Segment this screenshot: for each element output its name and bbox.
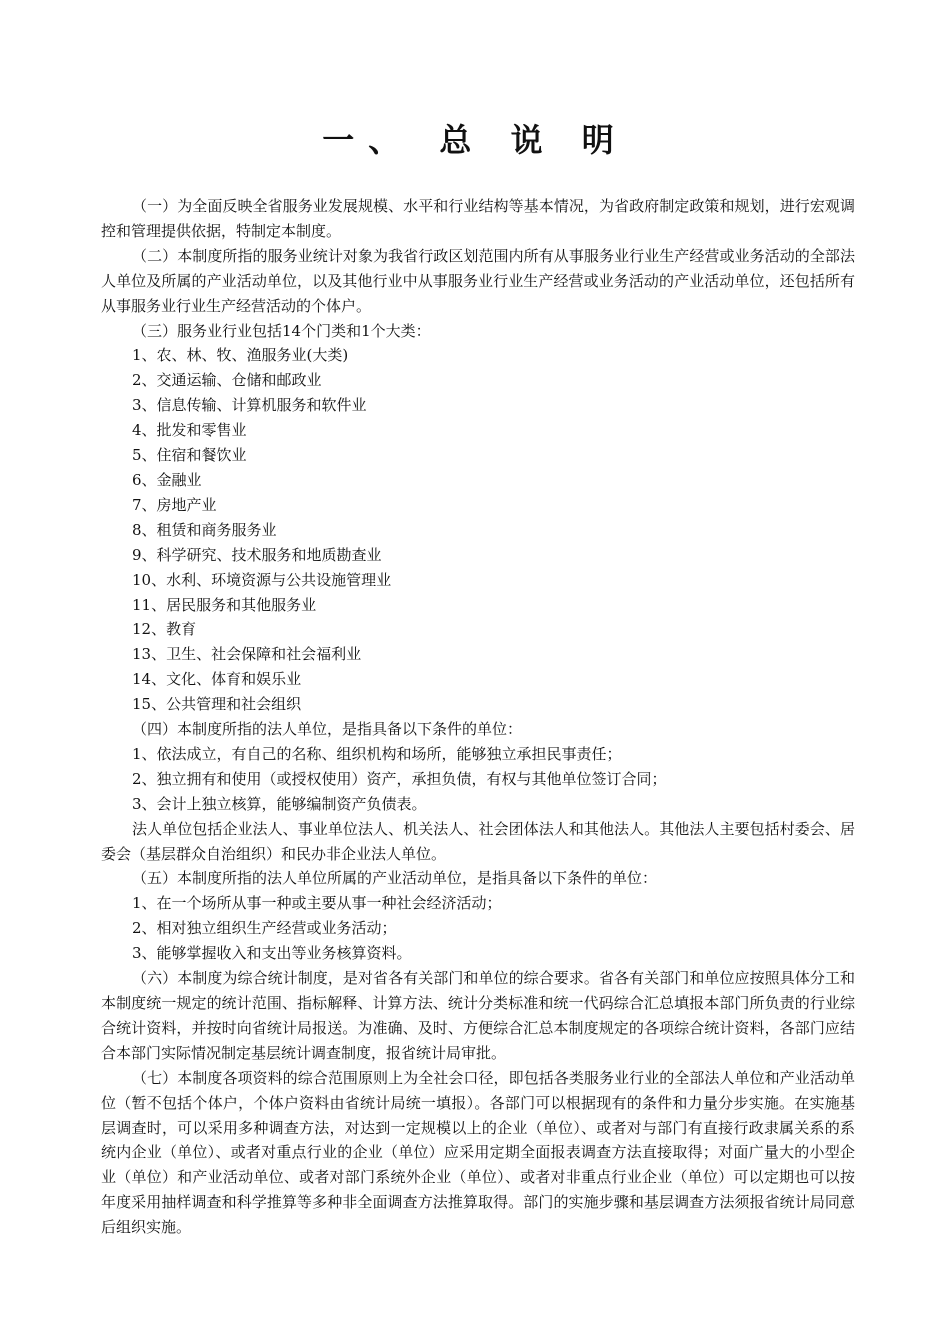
industry-item-13: 13、卫生、社会保障和社会福利业 xyxy=(132,645,362,664)
industry-item-15: 15、公共管理和社会组织 xyxy=(132,695,302,714)
industry-item-9: 9、科学研究、技术服务和地质勘查业 xyxy=(132,545,382,564)
paragraph-4: （四）本制度所指的法人单位，是指具备以下条件的单位： xyxy=(132,720,523,739)
industry-item-2: 2、交通运输、仓储和邮政业 xyxy=(132,371,322,390)
legal-unit-condition-2: 2、独立拥有和使用（或授权使用）资产，承担负债，有权与其他单位签订合同； xyxy=(132,769,667,788)
paragraph-8: （七）本制度各项资料的综合范围原则上为全社会口径，即包括各类服务业行业的全部法人单位和产业活动单位（暂不包括个体户，个体户资料由省统计局统一填报）。各部门可以根据现有的条件和力量分步实施。在实施基层调查时，可以采用多种调查方法，对达到一定规模以上的企业（单位）、或者对与部门有直接行政隶属关系的系统内企业（单位）、或者对重点行业的企业（单位）应采用定期全面报表调查方法直接取得；对面广量大的小型企业（单位）和产业活动单位、或者对部门系统外企业（单位）、或者对非重点行业企业（单位）可以定期也可以按年度采用抽样调查和科学推算等多种非全面调查方法推算取得。部门的实施步骤和基层调查方法须报省统计局同意后组织实施。 xyxy=(101,1068,855,1237)
legal-unit-condition-3: 3、会计上独立核算，能够编制资产负债表。 xyxy=(132,794,427,813)
industry-item-12: 12、教育 xyxy=(132,620,197,639)
industry-item-10: 10、水利、环境资源与公共设施管理业 xyxy=(132,570,392,589)
industry-item-1: 1、农、林、牧、渔服务业(大类) xyxy=(132,346,349,365)
page-title: 一、 总 说 明 xyxy=(322,121,628,159)
document-body xyxy=(101,194,855,1240)
paragraph-7: （六）本制度为综合统计制度，是对省各有关部门和单位的综合要求。省各有关部门和单位应按照具体分工和本制度统一规定的统计范围、指标解释、计算方法、统计分类标准和统一代码综合汇总填报本部门所负责的行业综合统计资料，并按时向省统计局报送。为准确、及时、方便综合汇总本制度规定的各项综合统计资料，各部门应结合本部门实际情况制定基层统计调查制度，报省统计局审批。 xyxy=(101,969,855,1062)
industry-item-6: 6、金融业 xyxy=(132,470,202,489)
paragraph-6: （五）本制度所指的法人单位所属的产业活动单位，是指具备以下条件的单位： xyxy=(132,869,658,888)
paragraph-3: （三）服务业行业包括14个门类和1个大类： xyxy=(132,321,431,340)
paragraph-1: （一）为全面反映全省服务业发展规模、水平和行业结构等基本情况，为省政府制定政策和规划，进行宏观调控和管理提供依据，特制定本制度。 xyxy=(101,197,855,240)
activity-unit-condition-3: 3、能够掌握收入和支出等业务核算资料。 xyxy=(132,944,412,963)
industry-item-3: 3、信息传输、计算机服务和软件业 xyxy=(132,396,367,415)
industry-item-8: 8、租赁和商务服务业 xyxy=(132,520,277,539)
paragraph-2: （二）本制度所指的服务业统计对象为我省行政区划范围内所有从事服务业行业生产经营或业务活动的全部法人单位及所属的产业活动单位，以及其他行业中从事服务业行业生产经营或业务活动的产业活动单位，还包括所有从事服务业行业生产经营活动的个体户。 xyxy=(101,246,855,315)
industry-item-14: 14、文化、体育和娱乐业 xyxy=(132,670,302,689)
industry-item-4: 4、批发和零售业 xyxy=(132,421,247,440)
paragraph-5: 法人单位包括企业法人、事业单位法人、机关法人、社会团体法人和其他法人。其他法人主要包括村委会、居委会（基层群众自治组织）和民办非企业法人单位。 xyxy=(101,819,855,863)
industry-item-11: 11、居民服务和其他服务业 xyxy=(132,595,317,614)
activity-unit-condition-2: 2、相对独立组织生产经营或业务活动； xyxy=(132,919,397,938)
activity-unit-condition-1: 1、在一个场所从事一种或主要从事一种社会经济活动； xyxy=(132,894,502,913)
legal-unit-condition-1: 1、依法成立，有自己的名称、组织机构和场所，能够独立承担民事责任； xyxy=(132,744,622,763)
industry-item-7: 7、房地产业 xyxy=(132,495,217,514)
industry-item-5: 5、住宿和餐饮业 xyxy=(132,446,247,465)
